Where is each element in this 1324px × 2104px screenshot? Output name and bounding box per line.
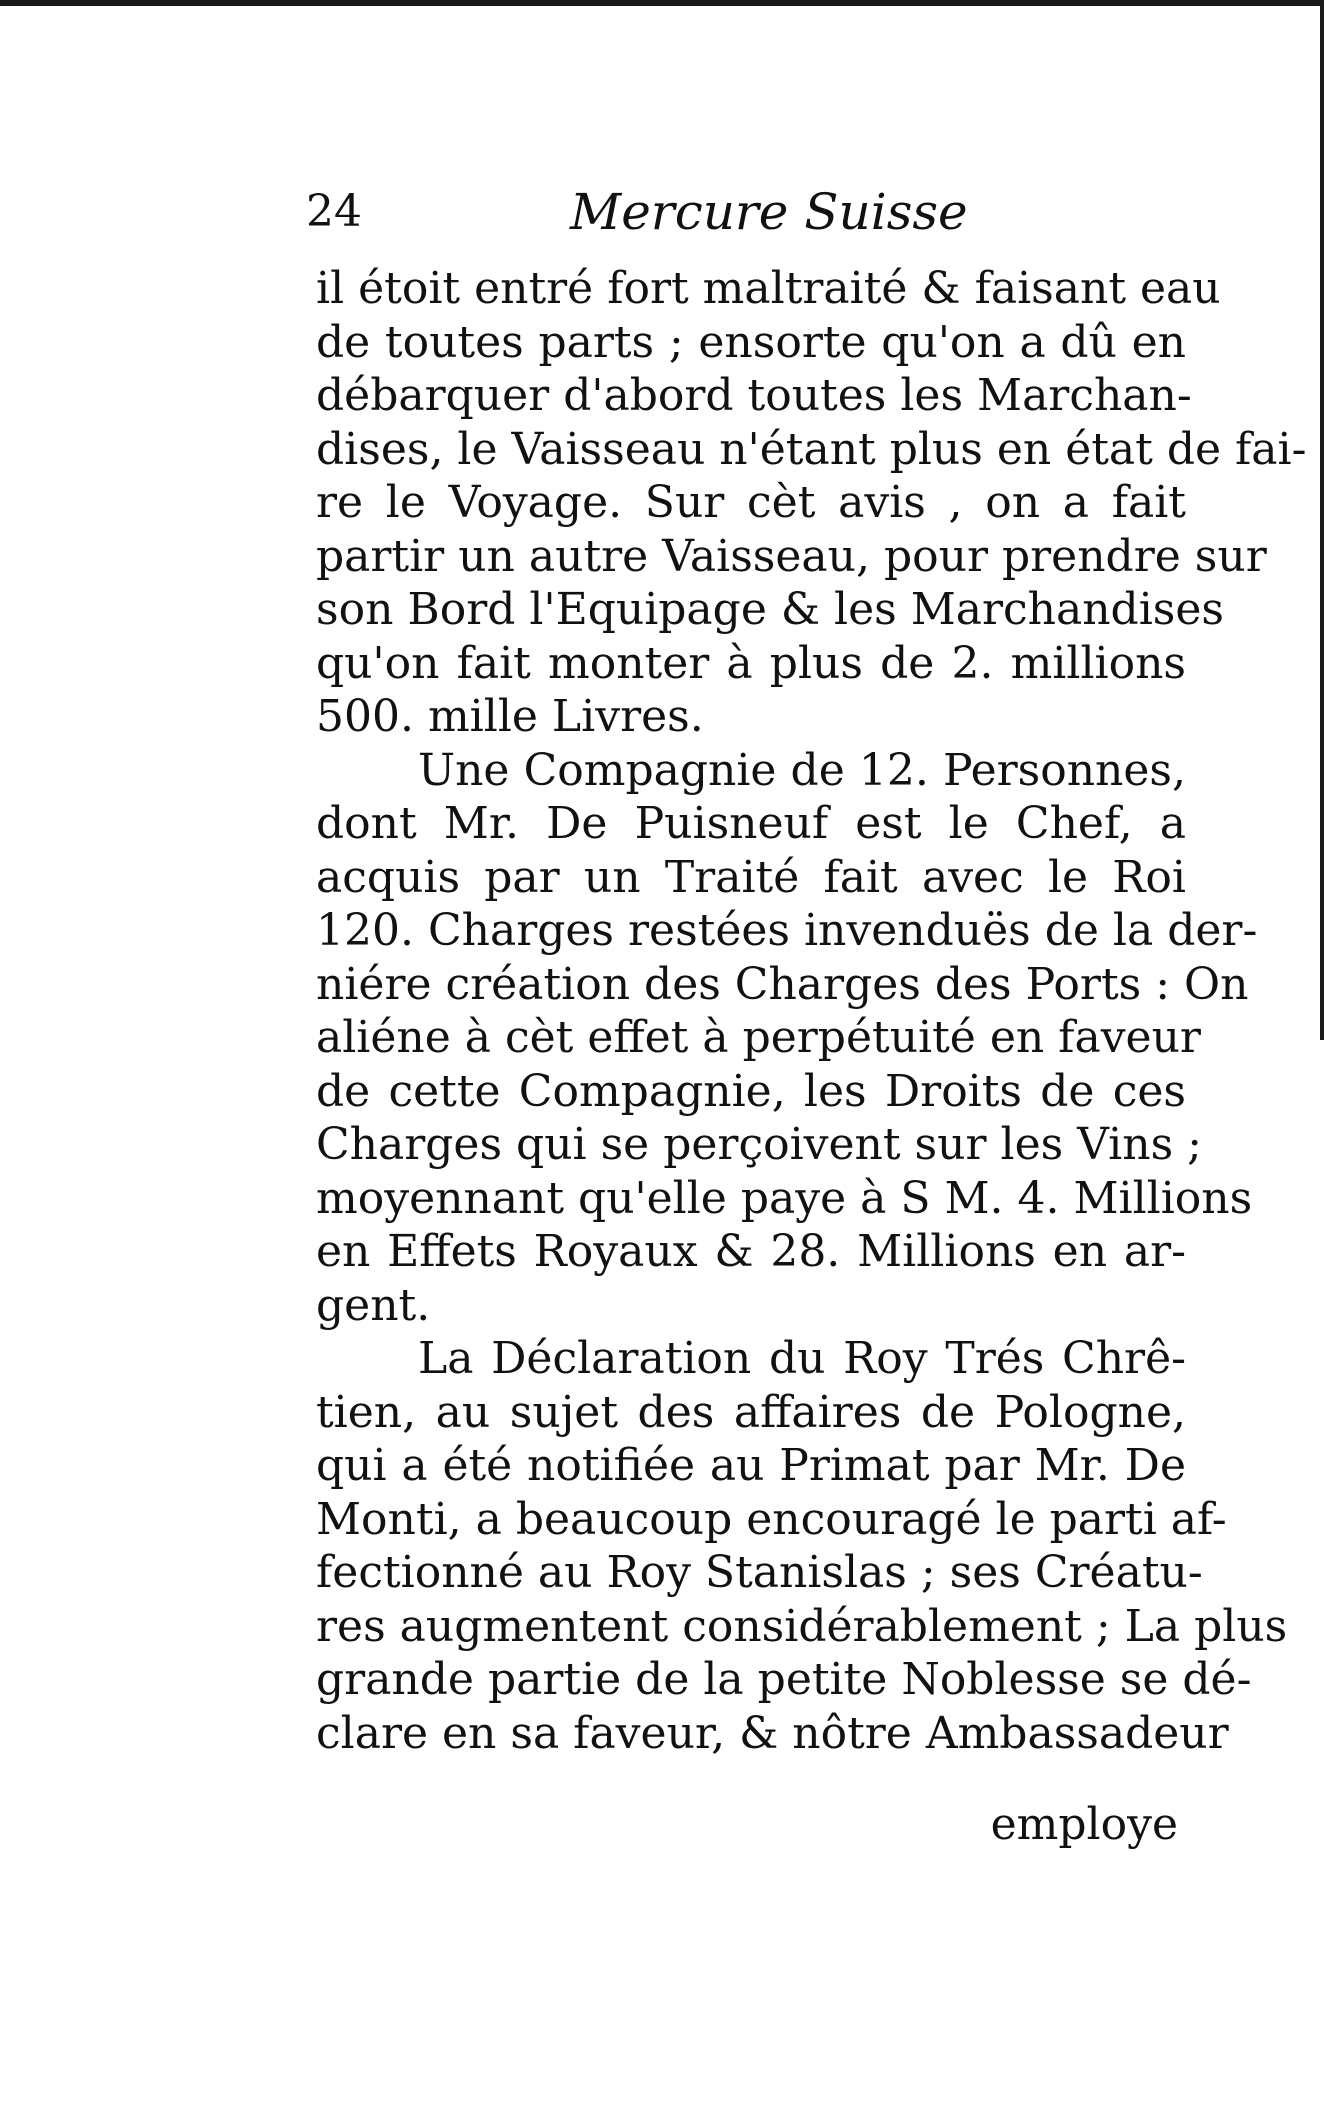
text-line: tien, au sujet des affaires de Pologne, xyxy=(316,1386,1186,1438)
text-line: de toutes parts ; ensorte qu'on a dû en xyxy=(316,316,1186,368)
catchword: employe xyxy=(990,1799,1178,1850)
text-line: en Effets Royaux & 28. Millions en ar- xyxy=(316,1226,1186,1277)
text-line: de cette Compagnie, les Droits de ces xyxy=(316,1065,1186,1117)
text-line: qui a été notifiée au Primat par Mr. De xyxy=(316,1440,1186,1491)
text-line: grande partie de la petite Noblesse se dé- xyxy=(316,1654,1252,1705)
text-line: dont Mr. De Puisneuf est le Chef, a xyxy=(316,798,1186,849)
text-line: res augmentent considérablement ; La plus xyxy=(316,1600,1288,1652)
right-edge-rule xyxy=(1320,0,1324,1040)
text-line: il étoit entré fort maltraité & faisant eau xyxy=(316,263,1221,314)
text-line: partir un autre Vaisseau, pour prendre sur xyxy=(316,530,1267,582)
text-line: Une Compagnie de 12. Personnes, xyxy=(418,744,1186,796)
page-header xyxy=(306,172,968,262)
text-line: acquis par un Traité fait avec le Roi xyxy=(316,851,1186,903)
body-text xyxy=(316,262,1307,1760)
page-number: 24 xyxy=(306,186,362,237)
text-line: La Déclaration du Roy Trés Chrê- xyxy=(418,1333,1186,1384)
running-title: Mercure Suisse xyxy=(570,183,968,241)
text-line: son Bord l'Equipage & les Marchandises xyxy=(316,584,1224,635)
text-line: 500. mille Livres. xyxy=(316,691,704,742)
text-line: Charges qui se perçoivent sur les Vins ; xyxy=(316,1119,1202,1170)
text-line: 120. Charges restées invenduës de la der- xyxy=(316,905,1258,956)
text-line: qu'on fait monter à plus de 2. millions xyxy=(316,637,1186,689)
top-edge-rule xyxy=(0,0,1324,6)
text-line: Monti, a beaucoup encouragé le parti af- xyxy=(316,1493,1227,1545)
text-line: gent. xyxy=(316,1279,431,1331)
text-line: clare en sa faveur, & nôtre Ambassadeur xyxy=(316,1707,1229,1759)
text-line: aliéne à cèt effet à perpétuité en faveur xyxy=(316,1012,1201,1063)
text-line: débarquer d'abord toutes les Marchan- xyxy=(316,370,1192,421)
text-line: dises, le Vaisseau n'étant plus en état de fai- xyxy=(316,423,1307,475)
text-line: moyennant qu'elle paye à S M. 4. Millions xyxy=(316,1172,1253,1224)
text-line: fectionné au Roy Stanislas ; ses Créatu- xyxy=(316,1547,1203,1598)
text-line: niére création des Charges des Ports : On xyxy=(316,958,1249,1010)
text-line: re le Voyage. Sur cèt avis , on a fait xyxy=(316,477,1186,528)
